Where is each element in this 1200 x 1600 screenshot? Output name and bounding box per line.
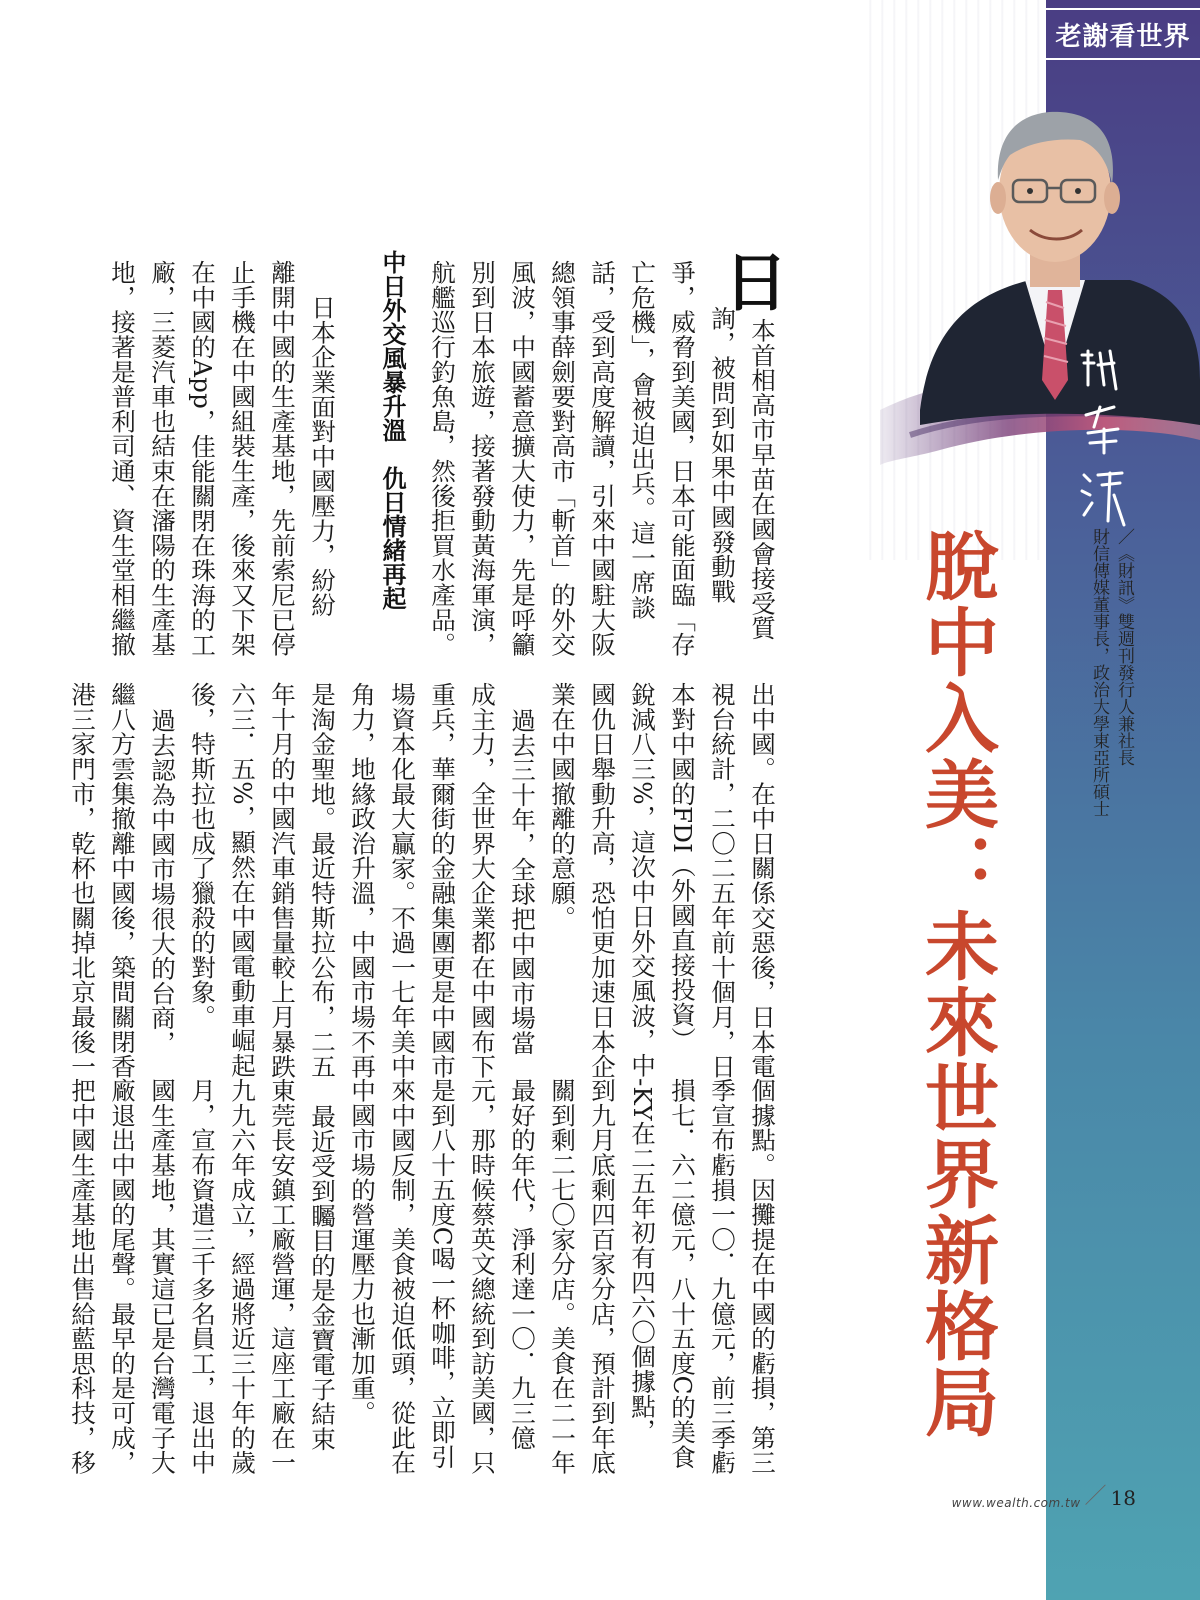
body-column: 國仇日舉動升高，恐怕更加速日本企 [588,682,617,1079]
drop-cap: 日 [724,246,788,321]
body-column: 成主力，全世界大企業都在中國布下 [468,682,497,1079]
body-column: 總領事薛劍要對高市「斬首」的外交 [548,260,577,657]
body-column: 銳減八三%，這次中日外交風波，中 [628,682,657,1078]
body-column: 角力，地緣政治升溫，中國市場不再 [348,682,377,1079]
website-url[interactable]: www.wealth.com.tw [951,1496,1081,1510]
body-column: 到九月底剩四百家分店，預計到年底 [588,1078,617,1475]
body-column: 止手機在中國組裝生產，後來又下架 [228,260,257,657]
body-column: 業在中國撤離的意願。 [548,682,577,930]
body-column: 本對中國的FDI（外國直接投資） [668,682,697,1052]
body-column: 話，受到高度解讀，引來中國駐大阪 [588,260,617,657]
body-column: 六三．五%，顯然在中國電動車崛起 [228,682,257,1078]
body-column: 日本企業面對中國壓力，紛紛 [308,295,337,618]
author-portrait [880,80,1200,500]
body-column: 詢，被問到如果中國發動戰 [708,306,737,604]
author-signature [1074,345,1134,535]
body-column: 元，那時候蔡英文總統到訪美國，只 [468,1078,497,1475]
body-column: 港三家門市，乾杯也關掉北京最後一 [68,682,97,1079]
body-column: 過去三十年，全球把中國市場當 [508,708,537,1056]
author-title: ／《財訊》雙週刊發行人兼社長 [1114,528,1134,766]
body-column: 把中國生產基地出售給藍思科技，移 [68,1078,97,1475]
body-column: 離開中國的生產基地，先前索尼已停 [268,260,297,657]
body-column: 損七．六二億元，八十五度C的美食 [668,1078,697,1470]
author-affiliation: 財信傳媒董事長，政治大學東亞所碩士 [1089,528,1109,817]
headline: 脫中入美：未來世界新格局 [913,528,999,1440]
body-column: 中國市場的營運壓力也漸加重。 [348,1078,377,1426]
body-column: 季宣布虧損一〇．九億元，前三季虧 [708,1078,737,1475]
body-column: 風波，中國蓄意擴大使力，先是呼籲 [508,260,537,657]
body-column: 地，接著是普利司通、資生堂相繼撤 [108,260,137,657]
body-column: 場資本化最大贏家。不過一七年美中 [388,682,417,1079]
body-column: 是淘金聖地。最近特斯拉公布，二五 [308,682,337,1079]
page-number: 18 [1110,1486,1136,1510]
body-column: 是到八十五度C喝一杯咖啡，立即引 [428,1078,457,1470]
body-column: -KY在二五年初有四六〇個據點， [628,1078,657,1444]
body-column: 關到剩二七〇家分店。美食在二一年 [548,1078,577,1475]
body-column: 本首相高市早苗在國會接受質 [748,318,777,641]
body-column: 來中國反制，美食被迫低頭，從此在 [388,1078,417,1475]
body-column: 視台統計，二〇二五年前十個月，日 [708,682,737,1079]
body-column: 繼八方雲集撤離中國後，築間關閉香 [108,682,137,1079]
body-column: 最好的年代，淨利達一〇．九三億 [508,1078,537,1450]
body-column: 亡危機」，會被迫出兵。這一席談 [628,260,657,620]
body-column: 九九六年成立，經過將近三十年的歲 [228,1078,257,1475]
body-column: 年十月的中國汽車銷售量較上月暴跌 [268,682,297,1079]
body-column: 東莞長安鎮工廠營運，這座工廠在一 [268,1078,297,1475]
page-footer [951,1476,1136,1510]
body-column: 別到日本旅遊，接著發動黃海軍演， [468,260,497,657]
body-column: 重兵，華爾街的金融集團更是中國市 [428,682,457,1079]
body-column: 航艦巡行釣魚島，然後拒買水產品。 [428,260,457,657]
body-column: 過去認為中國市場很大的台商， [148,708,177,1056]
body-column: 國生產基地，其實這已是台灣電子大 [148,1078,177,1475]
body-column: 在中國的App，佳能關閉在珠海的工 [188,260,217,658]
section-subhead: 中日外交風暴升溫 仇日情緒再起 [378,250,406,610]
footer-separator: ／ [1084,1484,1107,1509]
body-column: 月，宣布資遣三千多名員工，退出中 [188,1078,217,1475]
body-column: 最近受到矚目的是金寶電子結束 [308,1104,337,1452]
body-column: 廠退出中國的尾聲。最早的是可成， [108,1078,137,1475]
body-column: 廠，三菱汽車也結束在瀋陽的生產基 [148,260,177,657]
body-column: 出中國。在中日關係交惡後，日本電 [748,682,777,1079]
body-column: 個據點。因攤提在中國的虧損，第三 [748,1078,777,1475]
body-column: 後，特斯拉也成了獵殺的對象。 [188,682,217,1030]
body-column: 爭，威脅到美國，日本可能面臨「存 [668,260,697,657]
section-tab: 老謝看世界 [1046,8,1200,60]
